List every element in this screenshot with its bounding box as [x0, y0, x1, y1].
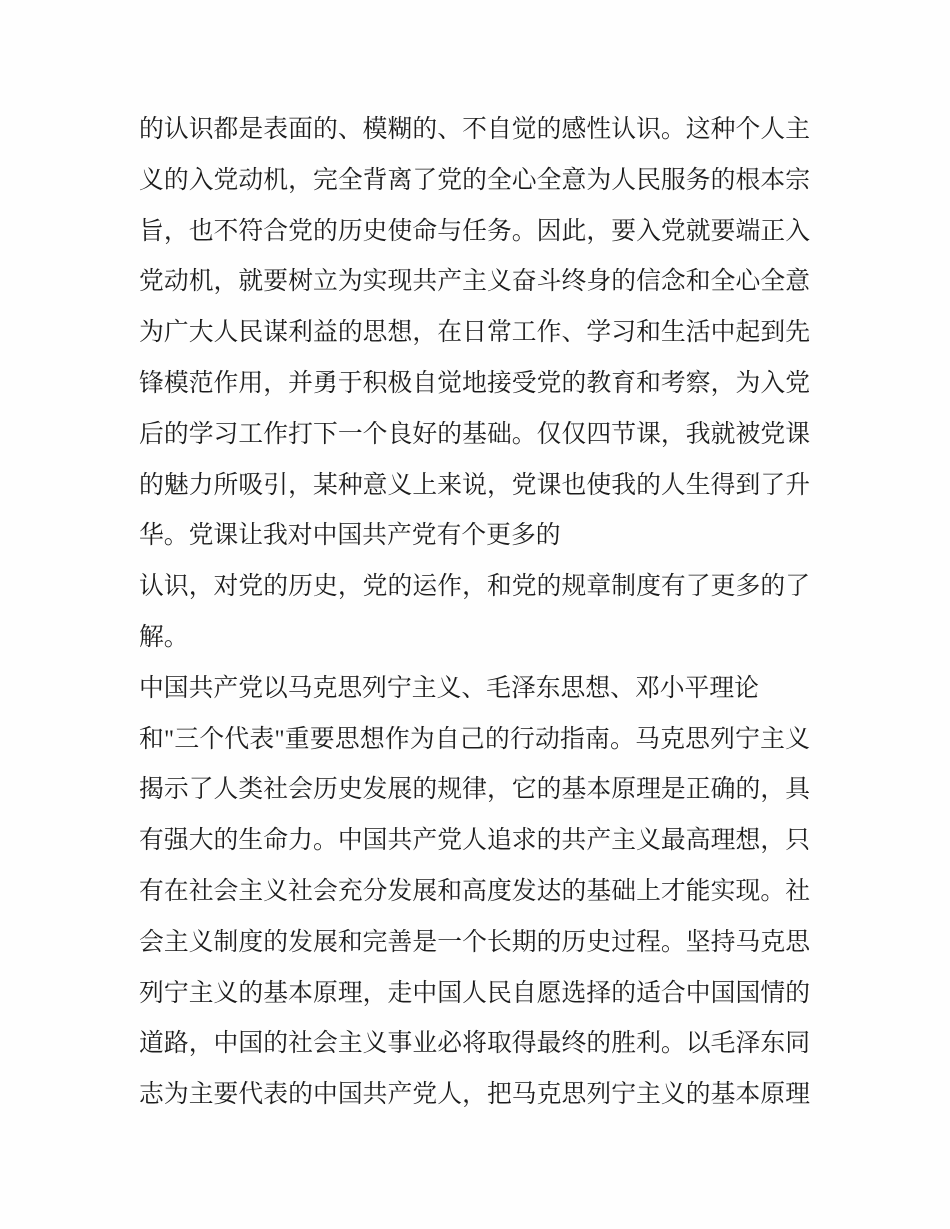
text-line: 道路，中国的社会主义事业必将取得最终的胜利。以毛泽东同: [139, 1030, 810, 1058]
text-content: [139, 105, 810, 1121]
text-line: 的认识都是表面的、模糊的、不自觉的感性认识。这种个人主: [139, 116, 810, 143]
text-line: 有强大的生命力。中国共产党人追求的共产主义最高理想，只: [139, 827, 810, 855]
text-line: 华。党课让我对中国共产党有个更多的: [139, 522, 561, 550]
text-line: 解。: [139, 623, 189, 651]
text-line: 揭示了人类社会历史发展的规律，它的基本原理是正确的，具: [139, 776, 810, 804]
text-line: 的魅力所吸引，某种意义上来说，党课也使我的人生得到了升: [139, 471, 810, 499]
text-line: 会主义制度的发展和完善是一个长期的历史过程。坚持马克思: [139, 928, 810, 956]
text-line: 义的入党动机，完全背离了党的全心全意为人民服务的根本宗: [139, 166, 810, 194]
text-line: 认识，对党的历史，党的运作，和党的规章制度有了更多的了: [139, 573, 810, 601]
text-line: 党动机，就要树立为实现共产主义奋斗终身的信念和全心全意: [139, 268, 810, 296]
text-line: 锋模范作用，并勇于积极自觉地接受党的教育和考察，为入党: [139, 369, 810, 397]
text-line: 列宁主义的基本原理，走中国人民自愿选择的适合中国国情的: [139, 979, 810, 1007]
text-line: 后的学习工作打下一个良好的基础。仅仅四节课，我就被党课: [139, 420, 810, 448]
text-line: 旨，也不符合党的历史使命与任务。因此，要入党就要端正入: [139, 217, 810, 245]
text-line: 中国共产党以马克思列宁主义、毛泽东思想、邓小平理论: [139, 674, 759, 702]
text-line: 为广大人民谋利益的思想，在日常工作、学习和生活中起到先: [139, 319, 810, 347]
text-line: 和"三个代表"重要思想作为自己的行动指南。马克思列宁主义: [139, 725, 810, 753]
text-line: 志为主要代表的中国共产党人，把马克思列宁主义的基本原理: [139, 1081, 810, 1109]
text-line: 有在社会主义社会充分发展和高度发达的基础上才能实现。社: [139, 877, 810, 905]
